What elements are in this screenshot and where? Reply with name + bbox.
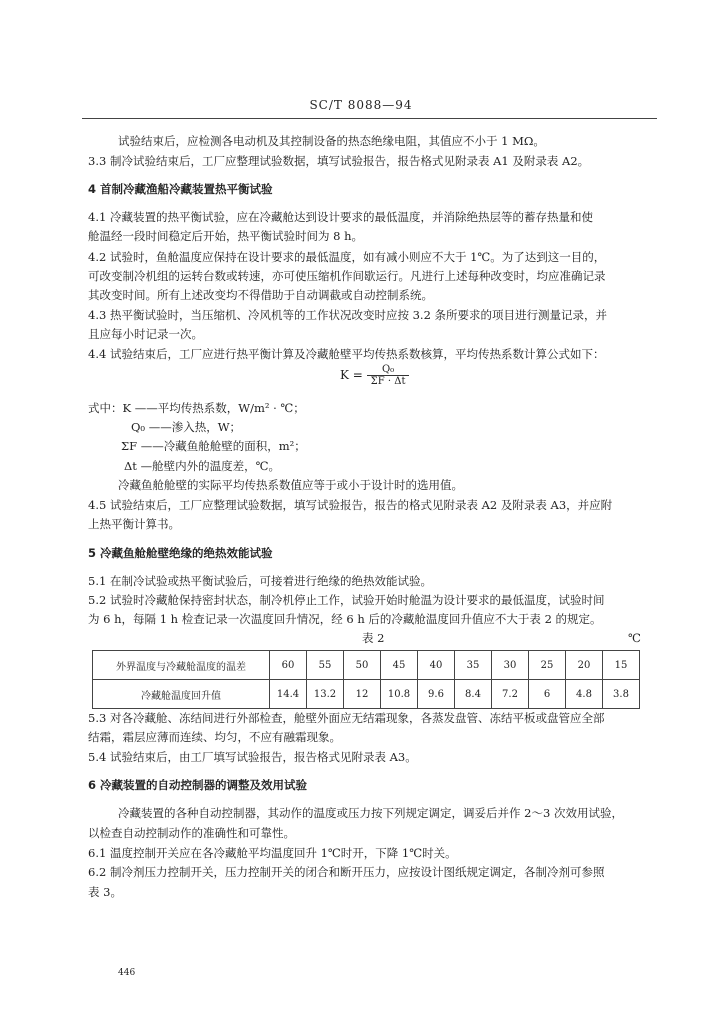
table-cell: 13.2	[307, 680, 344, 709]
table-cell: 7.2	[492, 680, 529, 709]
text-line: 6.2 制冷剂压力控制开关，压力控制开关的闭合和断开压力，应按设计图纸规定调定，各制冷剂可参照	[88, 865, 605, 879]
text-line: 4.3 热平衡试验时，当压缩机、冷风机等的工作状况改变时应按 3.2 条所要求的项目进行测量记录，并	[88, 308, 608, 322]
page-number: 446	[118, 968, 136, 978]
where-line: Q₀ ——渗入热，W；	[131, 420, 242, 434]
table-cell: 10.8	[381, 680, 418, 709]
table-cell: 12	[344, 680, 381, 709]
table-cell: 55	[307, 651, 344, 680]
table-cell: 8.4	[455, 680, 492, 709]
table-cell: 15	[603, 651, 640, 680]
page-header: SC/T 8088—94	[309, 98, 413, 112]
header-rule	[82, 118, 657, 119]
table-caption: 表 2	[362, 631, 385, 645]
text-line: 5.3 对各冷藏舱、冻结间进行外部检查，舱壁外面应无结霜现象，各蒸发盘管、冻结平板或盘管应全部	[88, 711, 605, 725]
table-cell: 35	[455, 651, 492, 680]
where-line: 式中：K ——平均传热系数，W/m² · ℃；	[88, 401, 305, 415]
table-cell: 20	[566, 651, 603, 680]
text-line: 4.4 试验结束后，工厂应进行热平衡计算及冷藏舱壁平均传热系数核算，平均传热系数计算公式如下：	[88, 347, 605, 361]
where-line: Δt —舱壁内外的温度差，℃。	[124, 459, 280, 473]
table-row	[93, 651, 640, 680]
table-cell: 60	[270, 651, 307, 680]
formula-fraction	[367, 364, 410, 387]
text-line: 且应每小时记录一次。	[88, 327, 203, 341]
text-line: 4.2 试验时，鱼舱温度应保持在设计要求的最低温度，如有减小则应不大于 1℃。为了达到这一目的，	[88, 250, 606, 264]
text-line: 表 3。	[88, 885, 122, 899]
text-line: 上热平衡计算书。	[88, 517, 180, 531]
table-unit: ℃	[628, 631, 641, 645]
table-cell: 14.4	[270, 680, 307, 709]
table-cell: 50	[344, 651, 381, 680]
formula-lhs: K =	[340, 368, 363, 382]
text-line: 5.4 试验结束后，由工厂填写试验报告，报告格式见附录表 A3。	[88, 750, 417, 764]
text-line: 5.1 在制冷试验或热平衡试验后，可接着进行绝缘的绝热效能试验。	[88, 574, 432, 588]
table-cell: 4.8	[566, 680, 603, 709]
table-row-label: 外界温度与冷藏舱温度的温差	[93, 651, 270, 680]
text-line: 5.2 试验时冷藏舱保持密封状态，制冷机停止工作，试验开始时舱温为设计要求的最低温度，试验时间	[88, 593, 605, 607]
table-cell: 3.8	[603, 680, 640, 709]
section-heading-5: 5 冷藏鱼舱舱壁绝缘的绝热效能试验	[88, 546, 273, 560]
text-line: 其改变时间。所有上述改变均不得借助于自动调截或自动控制系统。	[88, 288, 433, 302]
table-cell: 40	[418, 651, 455, 680]
text-line: 结霜，霜层应薄而连续、均匀，不应有融霜现象。	[88, 730, 341, 744]
formula-denominator: ΣF · Δt	[370, 376, 406, 387]
text-line: 3.3 制冷试验结束后，工厂应整理试验数据，填写试验报告，报告格式见附录表 A1 及附录表 A2。	[88, 154, 590, 168]
where-line: ΣF ——冷藏鱼舱舱壁的面积，m²；	[121, 439, 306, 453]
text-line: 为 6 h，每隔 1 h 检查记录一次温度回升情况，经 6 h 后的冷藏舱温度回升值应不大于表 2 的规定。	[88, 612, 602, 626]
formula-numerator: Q₀	[367, 364, 410, 376]
table-row	[93, 680, 640, 709]
table-cell: 9.6	[418, 680, 455, 709]
text-line: 冷藏装置的各种自动控制器，其动作的温度或压力按下列规定调定，调妥后并作 2～3 次效用试验，	[118, 806, 623, 820]
text-line: 4.5 试验结束后，工厂应整理试验数据，填写试验报告，报告的格式见附录表 A2 及附录表 A3，并应附	[88, 498, 613, 512]
table-cell: 25	[529, 651, 566, 680]
text-line: 试验结束后，应检测各电动机及其控制设备的热态绝缘电阻，其值应不小于 1 MΩ。	[118, 134, 545, 148]
text-line: 以检查自动控制动作的准确性和可靠性。	[88, 826, 295, 840]
table-row-label: 冷藏舱温度回升值	[93, 680, 270, 709]
table-cell: 6	[529, 680, 566, 709]
text-line: 4.1 冷藏装置的热平衡试验，应在冷藏舱达到设计要求的最低温度，并消除绝热层等的蓄存热量和使	[88, 210, 593, 224]
temperature-rise-table	[92, 650, 640, 709]
text-line: 冷藏鱼舱舱壁的实际平均传热系数值应等于或小于设计时的选用值。	[118, 478, 463, 492]
text-line: 可改变制冷机组的运转台数或转速，亦可使压缩机作间歇运行。凡进行上述每种改变时，均应准确记录	[88, 269, 606, 283]
text-line: 6.1 温度控制开关应在各冷藏舱平均温度回升 1℃时开，下降 1℃时关。	[88, 846, 457, 860]
table-cell: 45	[381, 651, 418, 680]
table-cell: 30	[492, 651, 529, 680]
section-heading-4: 4 首制冷藏渔船冷藏装置热平衡试验	[88, 182, 273, 196]
section-heading-6: 6 冷藏装置的自动控制器的调整及效用试验	[88, 778, 308, 792]
text-line: 舱温经一段时间稳定后开始，热平衡试验时间为 8 h。	[88, 229, 364, 243]
formula	[340, 364, 409, 387]
